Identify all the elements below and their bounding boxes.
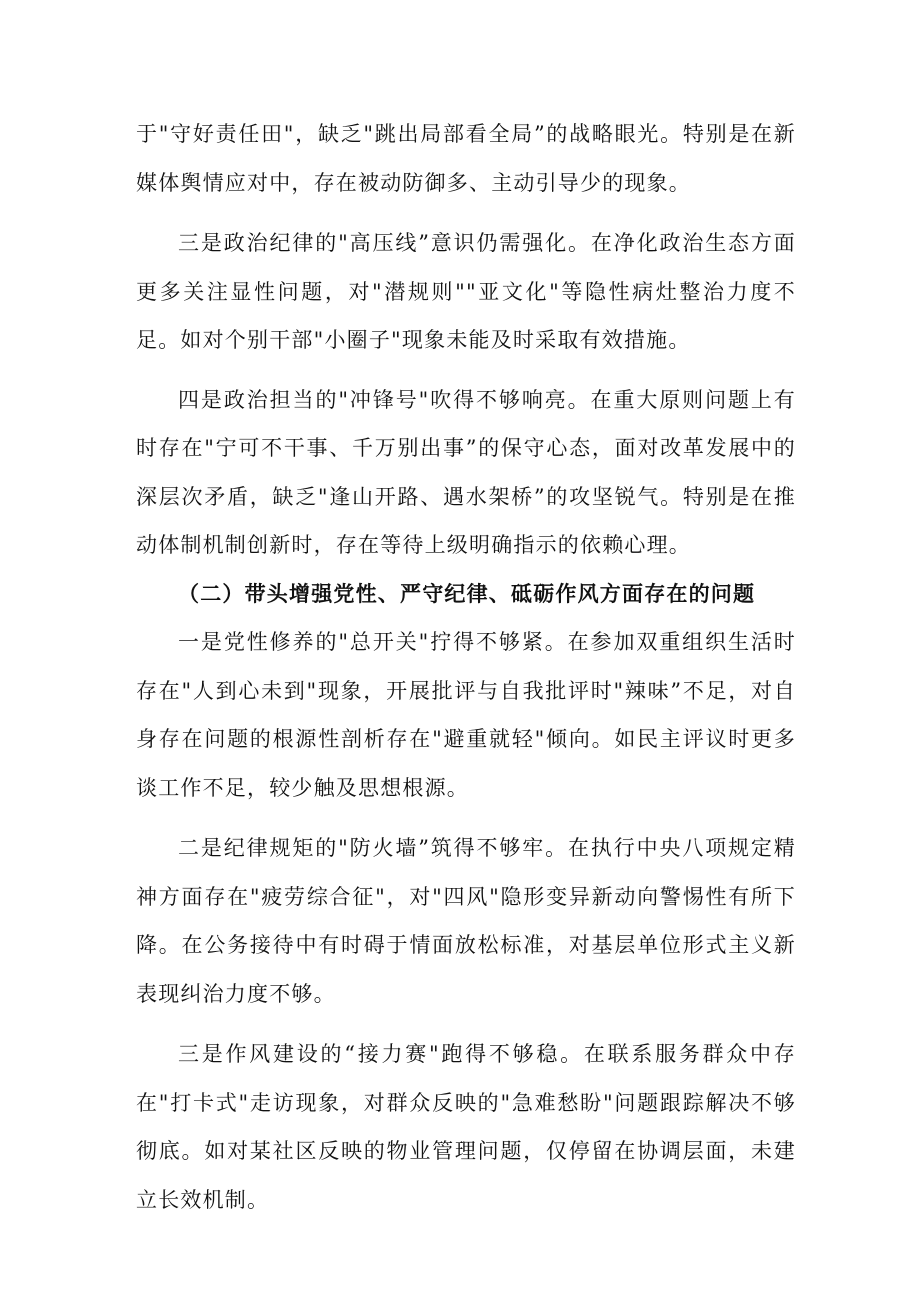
paragraph-party-spirit: 一是党性修养的"总开关"拧得不够紧。在参加双重组织生活时存在"人到心未到"现象，开展批评与自我批评时"辣味”不足，对自身存在问题的根源性剖析存在"避重就轻"倾向。如民主评议时更多谈工作不足，较少触及思想根源。	[136, 630, 796, 800]
paragraph-political-responsibility: 四是政治担当的"冲锋号"吹得不够响亮。在重大原则问题上有时存在"宁可不干事、千万别出事”的保守心态，面对改革发展中的深层次矛盾，缺乏"逢山开路、遇水架桥”的攻坚锐气。特别是在推动体制机制创新时，存在等待上级明确指示的依赖心理。	[136, 387, 796, 557]
paragraph-political-discipline: 三是政治纪律的"高压线”意识仍需强化。在净化政治生态方面更多关注显性问题，对"潜规则""亚文化"等隐性病灶整治力度不足。如对个别干部"小圈子"现象未能及时采取有效措施。	[136, 231, 796, 352]
paragraph-continuation: 于"守好责任田"，缺乏"跳出局部看全局”的战略眼光。特别是在新媒体舆情应对中，存在被动防御多、主动引导少的现象。	[136, 122, 796, 195]
document-body	[136, 110, 796, 1224]
paragraph-discipline-rules: 二是纪律规矩的"防火墙”筑得不够牢。在执行中央八项规定精神方面存在"疲劳综合征"，对"四风"隐形变异新动向警惕性有所下降。在公务接待中有时碍于情面放松标准，对基层单位形式主义新表现纠治力度不够。	[136, 836, 796, 1006]
section-heading: （二）带头增强党性、严守纪律、砥砺作风方面存在的问题	[178, 581, 756, 606]
paragraph-work-style: 三是作风建设的“接力赛"跑得不够稳。在联系服务群众中存在"打卡式"走访现象，对群众反映的"急难愁盼"问题跟踪解决不够彻底。如对某社区反映的物业管理问题，仅停留在协调层面，未建立长效机制。	[136, 1042, 796, 1212]
